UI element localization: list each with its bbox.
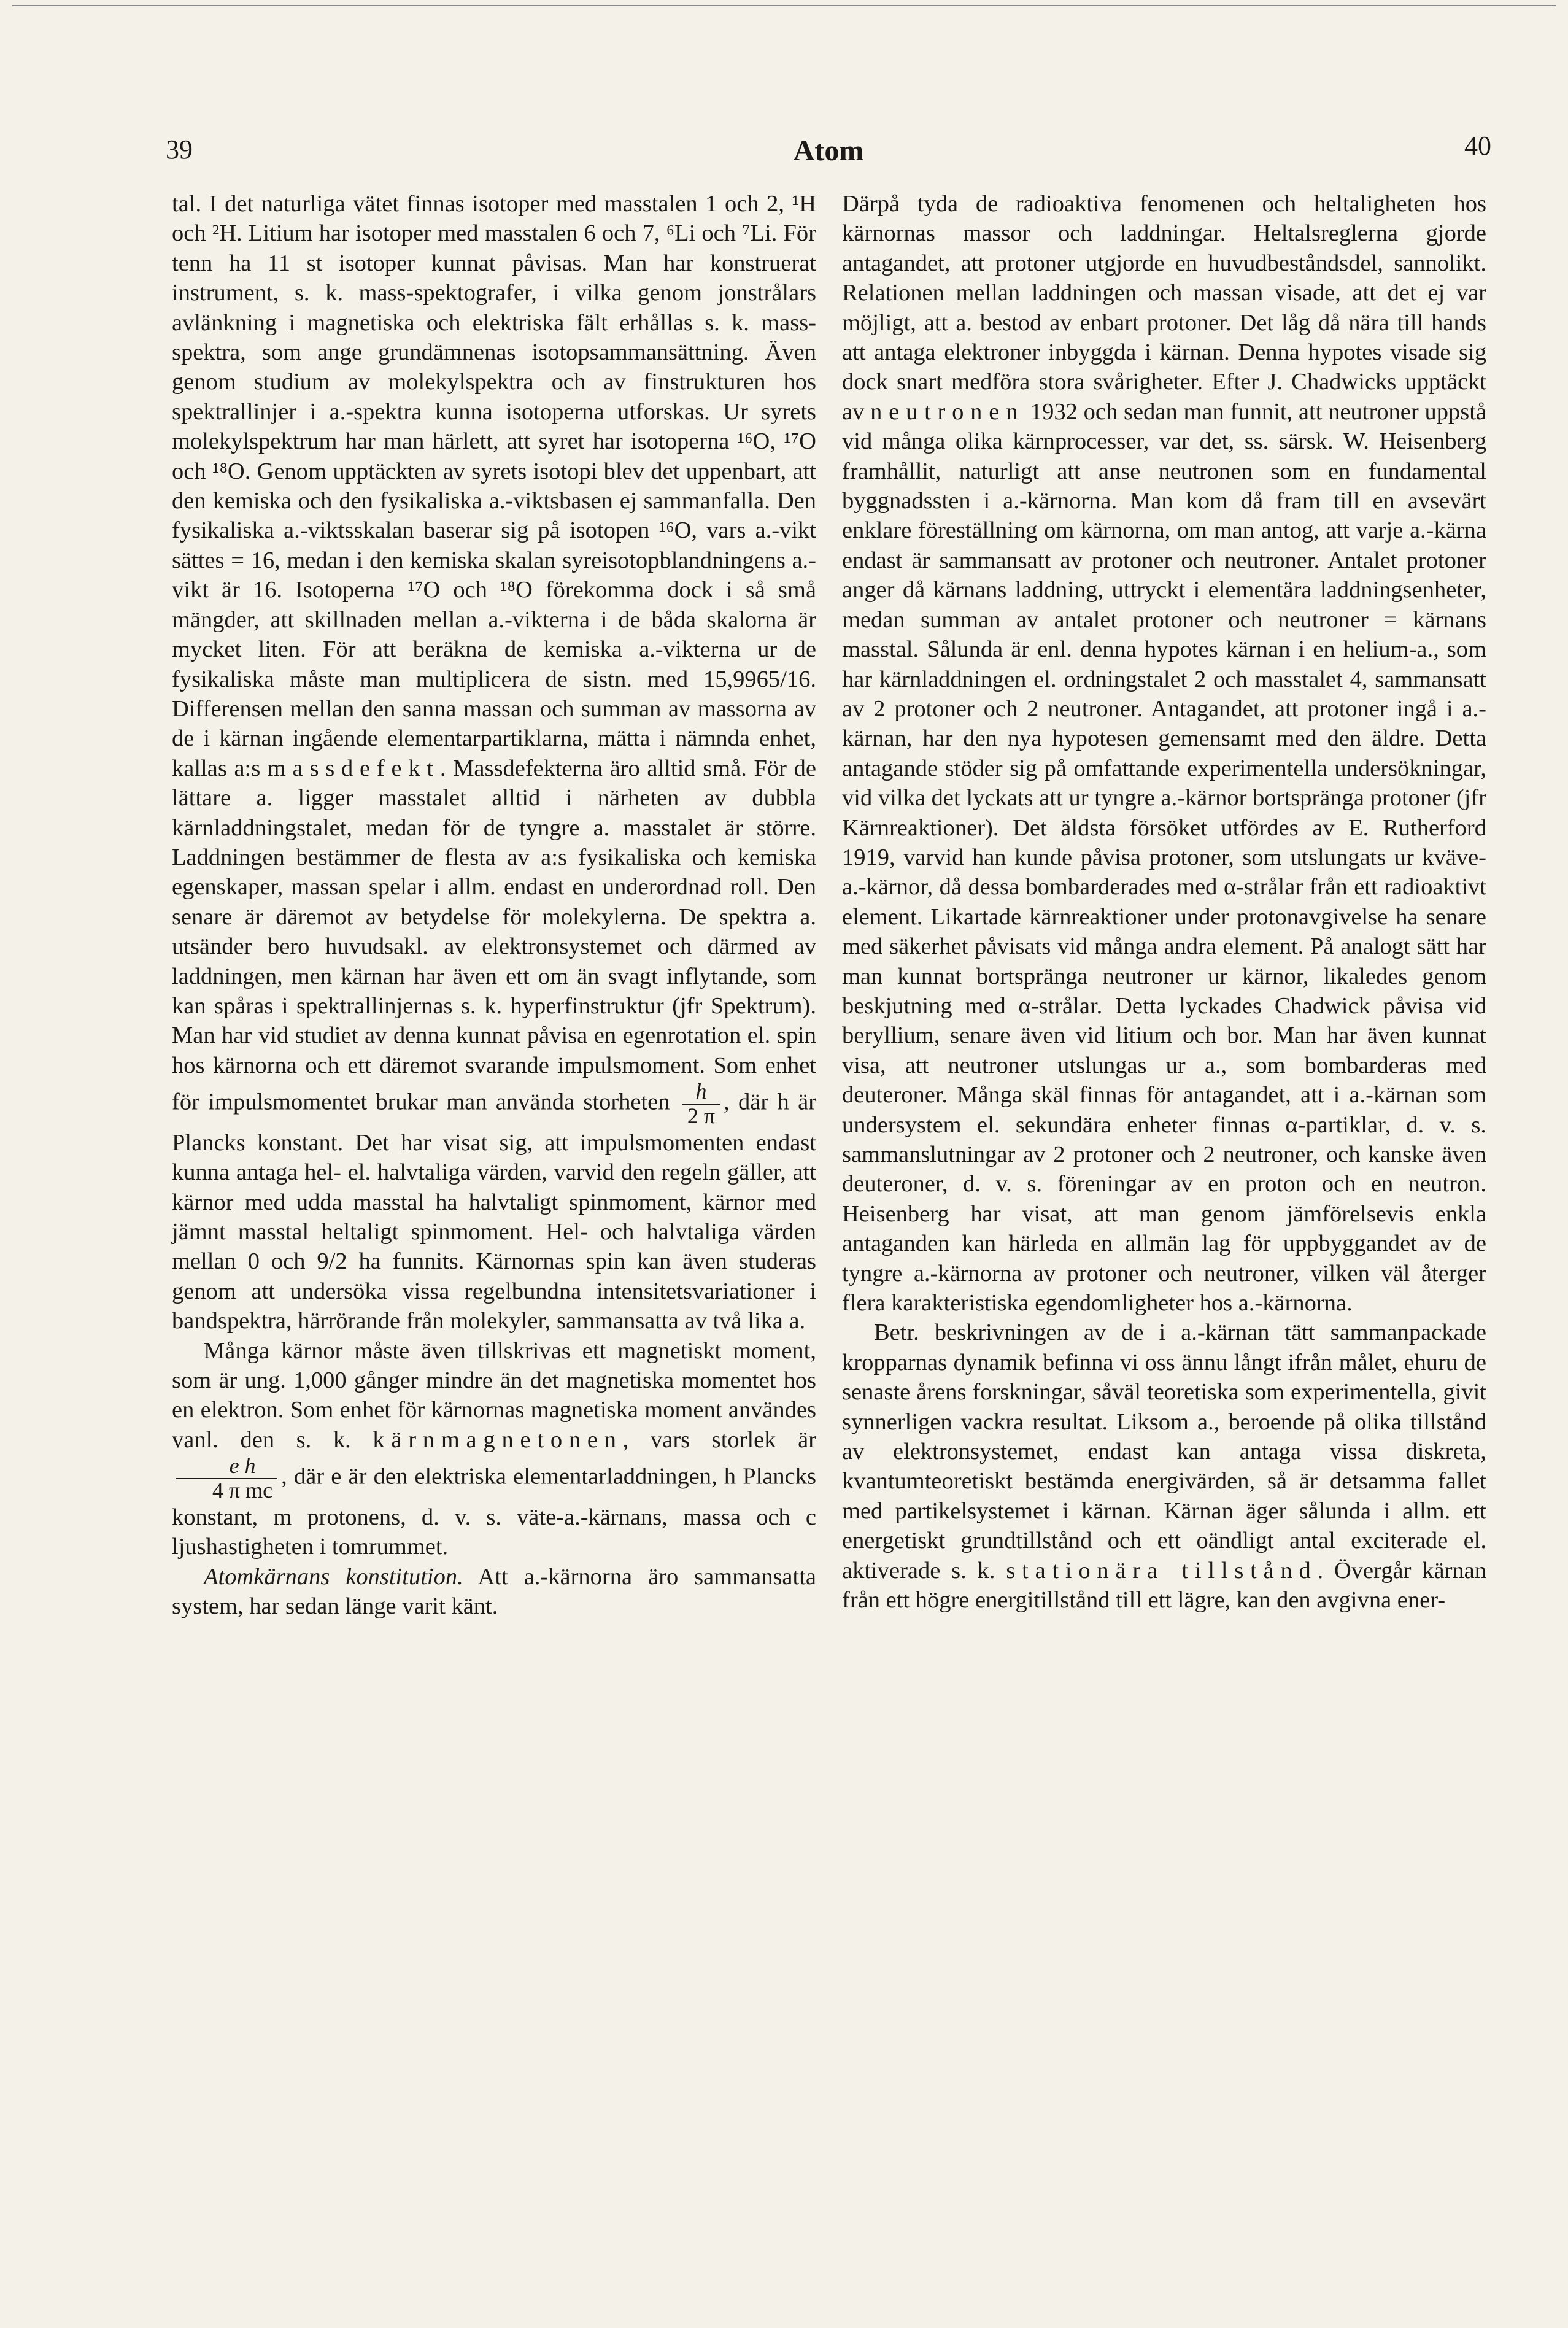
- left-paragraph-2: [172, 1336, 816, 1562]
- term-massdefekt: massdefekt: [267, 755, 440, 781]
- left-paragraph-3: [172, 1562, 816, 1622]
- right-text-2a: Betr. beskrivningen av de i a.-kärnan tätt sammanpackade kropparnas dynamik befinna vi oss ännu långt ifrån målet, ehuru de senaste årens forskningar, såväl teoretiska som experimentella, givit synnerligen vackra resultat. Liksom a., beroende på olika tillstånd av elektronsystemet, endast kan antaga vissa diskreta, kvantumteoretiskt bestämda energivärden, så är detsamma fallet med partikelsystemet i kärnan. Kärnan äger sålunda i allm. ett energetiskt grundtillstånd och ett oändligt antal exciterade el. aktiverade s. k.: [842, 1320, 1486, 1584]
- fraction-denominator: 4 π mc: [212, 1478, 273, 1503]
- left-text-3: Att a.-kärnorna äro sammansatta system, har sedan länge varit känt.: [172, 1563, 817, 1620]
- right-text-2b: . Övergår kärnan från ett högre energitillstånd till ett lägre, kan den avgivna ener-: [842, 1557, 1486, 1614]
- fraction-numerator: e h: [176, 1455, 277, 1479]
- left-text-1c: , där h är Plancks konstant. Det har visat sig, att impulsmomenten endast kunna antaga hel- el. halvtaliga värden, varvid den regeln gäller, att kärnor med udda masstal ha halvtaligt spinmoment, kärnor med jämnt masstal heltaligt spinmoment. Hel- och halvtaliga värden mellan 0 och 9/2 ha funnits. Kärnornas spin kan även studeras genom att undersöka vissa regelbundna intensitetsvariationer i bandspektra, härrörande från molekyler, sammansatta av två lika a.: [172, 1089, 817, 1334]
- left-text-1b: . Massdefekterna äro alltid små. För de lättare a. ligger masstalet alltid i närheten av dubbla kärnladdningstalet, medan för de tyngre a. masstalet är större. Laddningen bestämmer de flesta av a:s fysikaliska och kemiska egenskaper, massan spelar i allm. endast en underordnad roll. Den senare är däremot av betydelse för molekylerna. De spektra a. utsänder bero huvudsakl. av elektronsystemet och därmed av laddningen, men kärnan har även ett om än svagt inflytande, som kan spåras i spektrallinjernas s. k. hyperfinstruktur (jfr Spektrum). Man har vid studiet av denna kunnat påvisa en egenrotation el. spin hos kärnorna och ett däremot svarande impulsmoment. Som enhet för impulsmomentet brukar man använda storheten: [172, 755, 816, 1115]
- section-heading-atomkarnans-konstitution: Atomkärnans konstitution.: [204, 1563, 463, 1590]
- top-rule: [12, 5, 1556, 6]
- left-paragraph-1: [172, 189, 816, 1336]
- page-number-left: 39: [166, 134, 193, 164]
- left-text-2a: Många kärnor måste även tillskrivas ett magnetiskt moment, som är ung. 1,000 gånger mindre än det magnetiska momentet hos en elektron. Som enhet för kärnornas magnetiska moment användes vanl. den s. k.: [172, 1337, 816, 1453]
- left-column: [172, 189, 816, 1621]
- fraction-numerator: h: [682, 1080, 720, 1105]
- left-text-2c: , där e är den elektriska elementarladdningen, h Plancks konstant, m protonens, d. v. s. väte-a.-kärnans, massa och c ljushastigheten i tomrummet.: [172, 1463, 816, 1560]
- page-number-right: 40: [1464, 131, 1491, 161]
- term-stationara-tillstand: stationära tillstånd: [1006, 1557, 1318, 1584]
- running-head: Atom: [793, 134, 864, 167]
- page-header: [166, 131, 1491, 177]
- right-text-1b: 1932 och sedan man funnit, att neutroner uppstå vid många olika kärnprocesser, var det, ss. särsk. W. Heisenberg framhållit, naturligt att anse neutronen som en fundamental byggnadssten i a.-kärnorna. Man kom då fram till en avsevärt enklare föreställning om kärnorna, om man antog, att varje a.-kärna endast är sammansatt av protoner och neutroner. Antalet protoner anger då kärnans laddning, uttryckt i elementära laddningsenheter, medan summan av antalet protoner och neutroner = kärnans masstal. Sålunda är enl. denna hypotes kärnan i en helium-a., som har kärnladdningen el. ordningstalet 2 och masstalet 4, sammansatt av 2 protoner och 2 neutroner. Antagandet, att protoner ingå i a.-kärnan, har den nya hypotesen gemensamt med den äldre. Detta antagande stöder sig på omfattande experimentella undersökningar, vid vilka det lyckats att ur tyngre a.-kärnor bortspränga protoner (jfr Kärnreaktioner). Det äldsta försöket utfördes av E. Rutherford 1919, varvid han kunde påvisa protoner, som utslungats ur kväve-a.-kärnor, då dessa bombarderades med α-strålar från ett radioaktivt element. Likartade kärnreaktioner under protonavgivelse ha senare med säkerhet påvisats vid många andra element. På analogt sätt har man kunnat bortspränga neutroner ur kärnor, likaledes genom beskjutning med α-strålar. Detta lyckades Chadwick påvisa vid beryllium, senare även vid litium och bor. Man har även kunnat visa, att neutroner utslungas ur a., som bombarderas med deuteroner. Många skäl finnas för antagandet, att i a.-kärnan som undersystem el. sekundära enheter finnas α-partiklar, d. v. s. sammanslutningar av 2 protoner och 2 neutroner, och kanske även deuteroner, d. v. s. föreningar av en proton och en neutron. Heisenberg har visat, att man genom jämförelsevis enkla antaganden kan härleda en allmän lag för uppbyggandet av de tyngre a.-kärnorna av protoner och neutroner, vilken väl återger flera karakteristiska egendomligheter hos a.-kärnorna.: [842, 398, 1487, 1317]
- left-text-1: tal. I det naturliga vätet finnas isotoper med masstalen 1 och 2, ¹H och ²H. Litium har isotoper med masstalen 6 och 7, ⁶Li och ⁷Li. För tenn ha 11 st isotoper kunnat påvisas. Man har konstruerat instrument, s. k. mass-spektografer, i vilka genom jonstrålars avlänkning i magnetiska och elektriska fält erhållas s. k. mass-spektra, som ange grundämnenas isotopsammansättning. Även genom studium av molekylspektra och av finstrukturen hos spektrallinjer i a.-spektra kunna isotoperna utforskas. Ur syrets molekylspektrum har man härlett, att syret har isotoperna ¹⁶O, ¹⁷O och ¹⁸O. Genom upptäckten av syrets isotopi blev det uppenbart, att den kemiska och den fysikaliska a.-viktsbasen ej sammanfalla. Den fysikaliska a.-viktsskalan baserar sig på isotopen ¹⁶O, vars a.-vikt sättes = 16, medan i den kemiska skalan syreisotopblandningens a.-vikt är 16. Isotoperna ¹⁷O och ¹⁸O förekomma dock i så små mängder, att skillnaden mellan a.-vikterna i de båda skalorna är mycket liten. För att beräkna de kemiska a.-vikterna ur de fysikaliska måste man multiplicera de sistn. med 15,9965/16. Differensen mellan den sanna massan och summan av massorna av de i kärnan ingående elementarpartiklarna, mätta i nämnda enhet, kallas a:s: [172, 191, 816, 781]
- term-neutronen: neutronen: [870, 398, 1025, 425]
- right-paragraph-1: [842, 189, 1486, 1318]
- fraction-h-over-2pi: [682, 1080, 720, 1128]
- right-text-1a: Därpå tyda de radioaktiva fenomenen och heltaligheten hos kärnornas massor och laddningar. Heltalsreglerna gjorde antagandet, att protoner utgjorde en huvudbeståndsdel, sannolikt. Relationen mellan laddningen och massan visade, att det ej var möjligt, att a. bestod av enbart protoner. Det låg då nära till hands att antaga elektroner inbyggda i kärnan. Denna hypotes visade sig dock snart medföra stora svårigheter. Efter J. Chadwicks upptäckt av: [842, 191, 1486, 425]
- term-karnmagnetonen: kärnmagnetonen: [373, 1426, 623, 1453]
- right-column: [842, 189, 1486, 1615]
- fraction-denominator: 2 π: [687, 1103, 716, 1128]
- fraction-eh-over-4pimc: [176, 1455, 277, 1502]
- left-text-2b: , vars storlek är: [622, 1426, 816, 1453]
- right-paragraph-2: [842, 1318, 1486, 1615]
